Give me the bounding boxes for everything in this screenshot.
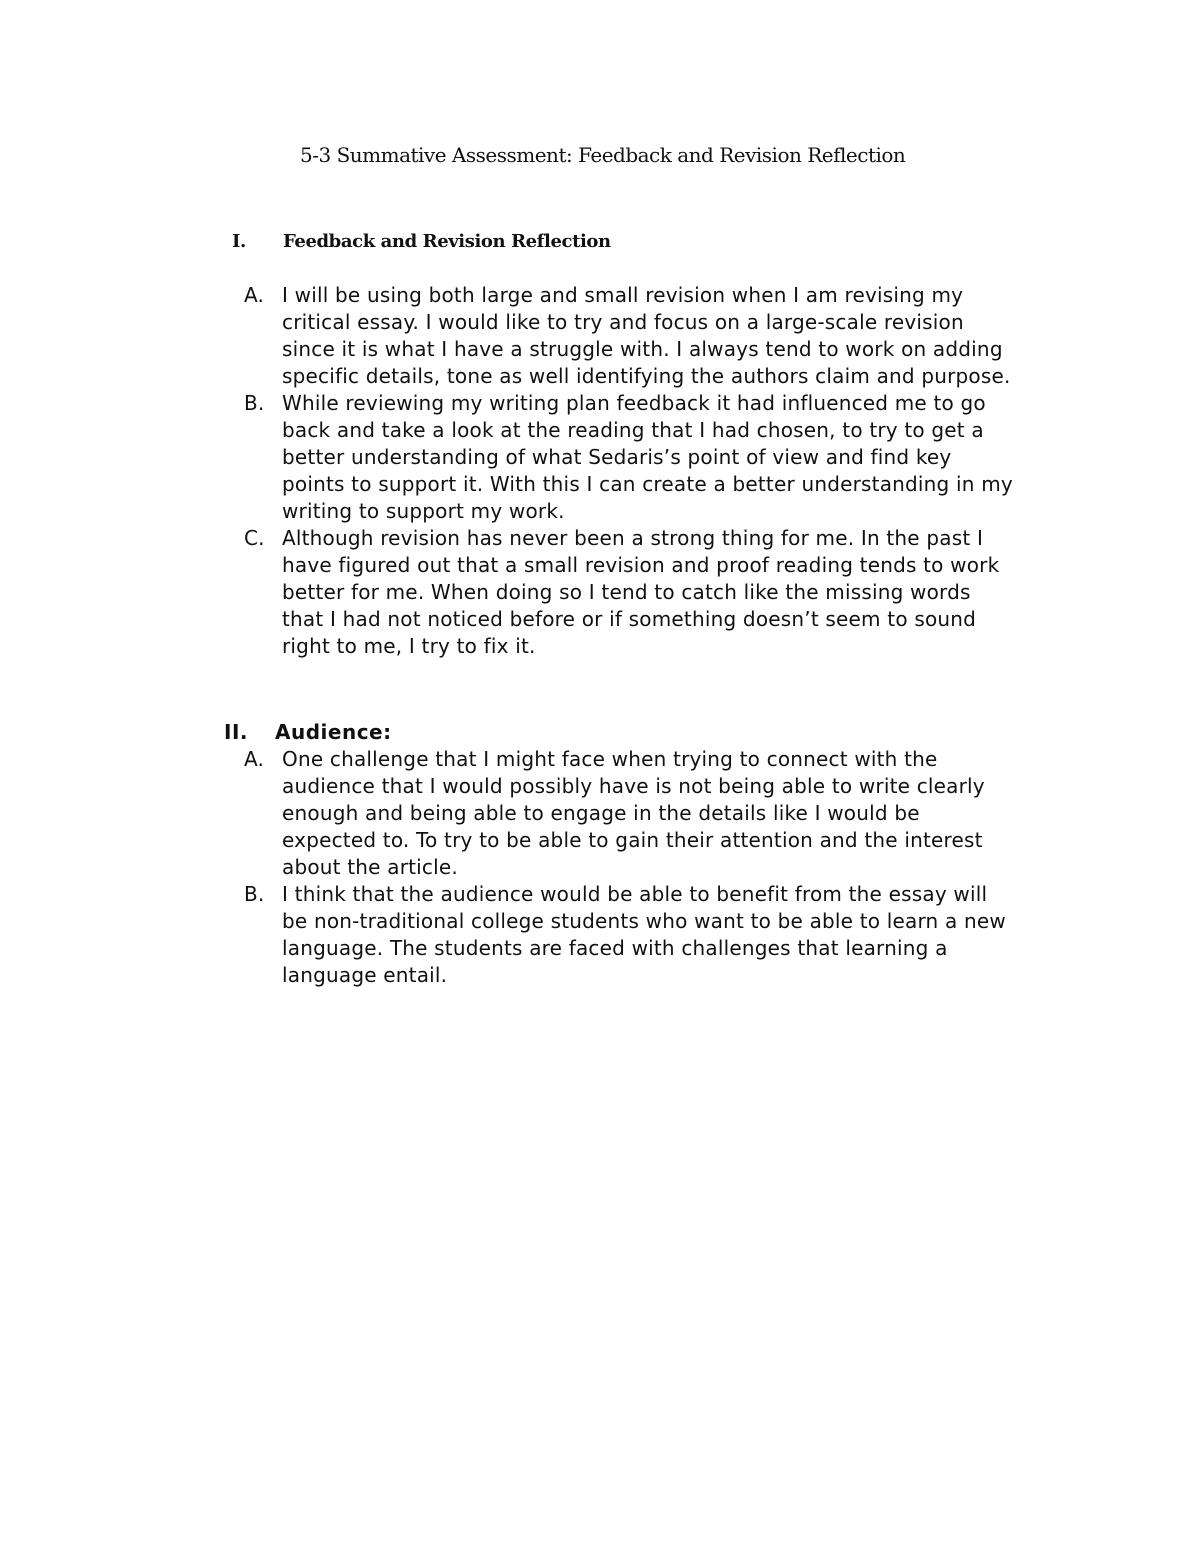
item-line: writing to support my work. [282,499,565,523]
list-marker: A. [244,283,265,307]
item-line: I think that the audience would be able to benefit from the essay will [282,882,988,906]
item-line: While reviewing my writing plan feedback it had influenced me to go [282,391,986,415]
list-marker: B. [244,882,265,906]
list-marker: C. [244,526,265,550]
list-marker: A. [244,747,265,771]
item-line: audience that I would possibly have is not being able to write clearly [282,774,985,798]
item-line: right to me, I try to fix it. [282,634,536,658]
item-line: specific details, tone as well identifying the authors claim and purpose. [282,364,1011,388]
list-marker: B. [244,391,265,415]
item-line: I will be using both large and small revision when I am revising my [282,283,964,307]
item-line: better understanding of what Sedaris’s point of view and find key [282,445,952,469]
section-heading-text: Feedback and Revision Reflection [283,231,611,252]
list-item [244,746,1084,881]
item-line: expected to. To try to be able to gain their attention and the interest [282,828,983,852]
item-line: about the article. [282,855,458,879]
section-number: I. [232,231,246,252]
list-item [244,525,1084,660]
item-line: be non-traditional college students who want to be able to learn a new [282,909,1006,933]
item-line: language entail. [282,963,448,987]
item-line: Although revision has never been a strong thing for me. In the past I [282,526,984,550]
item-line: One challenge that I might face when trying to connect with the [282,747,938,771]
section-list-audience [244,746,1084,989]
item-line: language. The students are faced with challenges that learning a [282,936,948,960]
document-title: 5-3 Summative Assessment: Feedback and Revision Reflection [300,143,906,167]
list-item [244,390,1084,525]
item-line: critical essay. I would like to try and focus on a large-scale revision [282,310,964,334]
item-line: back and take a look at the reading that I had chosen, to try to get a [282,418,984,442]
section-heading-audience [224,720,392,744]
item-line: have figured out that a small revision and proof reading tends to work [282,553,1000,577]
item-line: since it is what I have a struggle with. I always tend to work on adding [282,337,1003,361]
section-heading-text: Audience: [275,720,392,744]
section-list-feedback [244,282,1084,660]
list-item [244,881,1084,989]
item-line: that I had not noticed before or if something doesn’t seem to sound [282,607,977,631]
section-number: II. [224,720,248,744]
section-heading-feedback [232,231,611,252]
list-item [244,282,1084,390]
item-line: better for me. When doing so I tend to catch like the missing words [282,580,971,604]
item-line: points to support it. With this I can create a better understanding in my [282,472,1013,496]
item-line: enough and being able to engage in the details like I would be [282,801,920,825]
